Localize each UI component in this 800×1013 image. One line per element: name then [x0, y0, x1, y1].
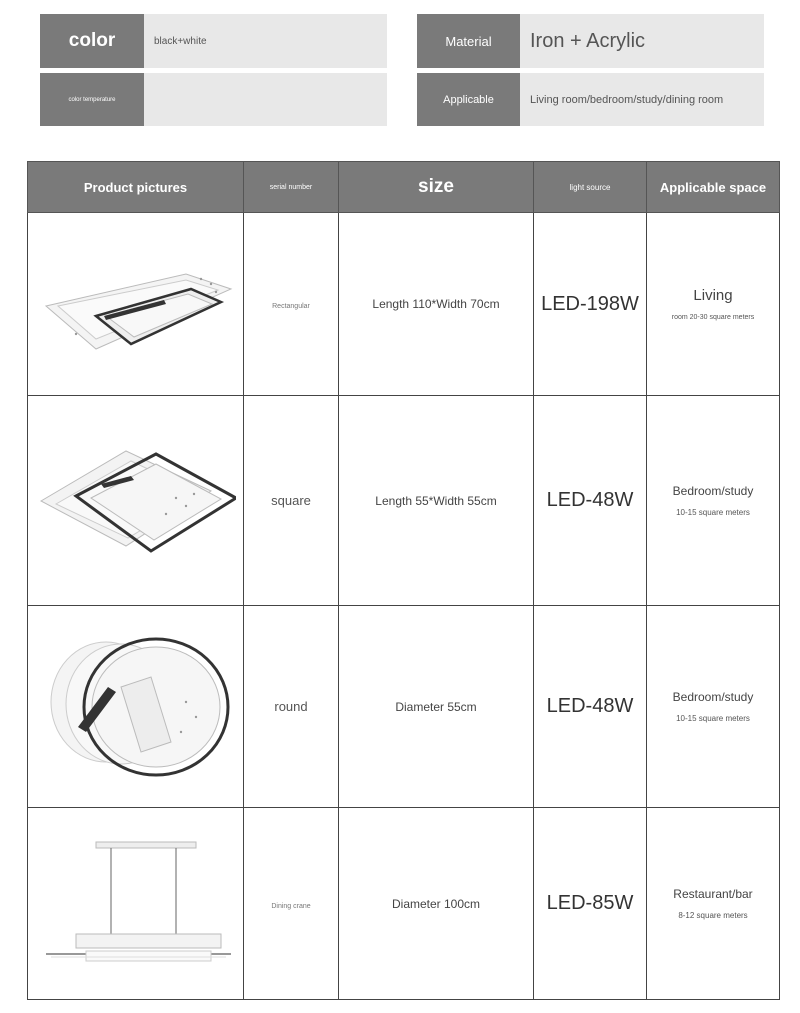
light-source-text: LED-48W — [546, 489, 634, 511]
area-text: 8-12 square meters — [678, 911, 748, 920]
spec-material — [417, 14, 764, 68]
header-light-source: light source — [534, 162, 647, 213]
header-serial-number: serial number — [244, 162, 339, 213]
serial-cell — [244, 606, 339, 808]
size-text: Diameter 55cm — [395, 699, 477, 714]
space-cell — [647, 808, 780, 1000]
size-text: Length 110*Width 70cm — [372, 297, 500, 311]
serial-cell — [244, 213, 339, 396]
light-source-text: LED-48W — [546, 695, 634, 717]
product-picture-cell — [28, 808, 244, 1000]
product-picture-cell — [28, 606, 244, 808]
spec-material-value: Iron + Acrylic — [520, 14, 764, 68]
space-cell — [647, 396, 780, 606]
light-source-text: LED-198W — [541, 292, 639, 315]
area-text: 10-15 square meters — [676, 508, 750, 517]
space-text: Living — [693, 287, 733, 304]
pendant-lamp-icon — [36, 834, 236, 974]
square-lamp-icon — [36, 436, 236, 566]
spec-color-temperature — [40, 73, 387, 126]
spec-color-temperature-label: color temperature — [40, 73, 144, 126]
product-picture-cell — [28, 213, 244, 396]
size-text: Diameter 100cm — [391, 896, 481, 911]
serial-text: Dining crane — [271, 902, 311, 910]
rectangular-lamp-icon — [36, 244, 236, 364]
header-size: size — [339, 162, 534, 213]
space-text: Bedroom/study — [672, 484, 754, 498]
table-row — [28, 808, 780, 1000]
spec-color-temperature-value — [144, 73, 387, 126]
spec-applicable-value: Living room/bedroom/study/dining room — [520, 73, 764, 126]
area-text: 10-15 square meters — [676, 714, 750, 723]
serial-cell — [244, 808, 339, 1000]
light-cell — [534, 213, 647, 396]
spec-applicable — [417, 73, 764, 126]
serial-text: round — [274, 698, 308, 714]
light-cell — [534, 808, 647, 1000]
serial-text: Rectangular — [272, 303, 310, 310]
round-lamp-icon — [36, 632, 236, 782]
serial-text: square — [271, 492, 311, 508]
spec-material-label: Material — [417, 14, 520, 68]
table-header-row — [28, 162, 780, 213]
size-cell — [339, 808, 534, 1000]
size-text: Length 55*Width 55cm — [375, 493, 497, 508]
size-cell — [339, 213, 534, 396]
header-applicable-space: Applicable space — [647, 162, 780, 213]
space-cell — [647, 606, 780, 808]
table-row — [28, 396, 780, 606]
header-product-pictures: Product pictures — [28, 162, 244, 213]
space-text: Restaurant/bar — [673, 887, 753, 901]
serial-cell — [244, 396, 339, 606]
product-table — [27, 161, 780, 1000]
area-text: room 20-30 square meters — [671, 314, 755, 321]
product-picture-cell — [28, 396, 244, 606]
light-cell — [534, 396, 647, 606]
spec-color-label: color — [40, 14, 144, 68]
space-cell — [647, 213, 780, 396]
size-cell — [339, 396, 534, 606]
size-cell — [339, 606, 534, 808]
light-source-text: LED-85W — [546, 892, 634, 914]
table-row — [28, 213, 780, 396]
spec-applicable-label: Applicable — [417, 73, 520, 126]
table-row — [28, 606, 780, 808]
space-text: Bedroom/study — [672, 690, 754, 704]
spec-color — [40, 14, 387, 68]
light-cell — [534, 606, 647, 808]
spec-color-value: black+white — [144, 14, 387, 68]
